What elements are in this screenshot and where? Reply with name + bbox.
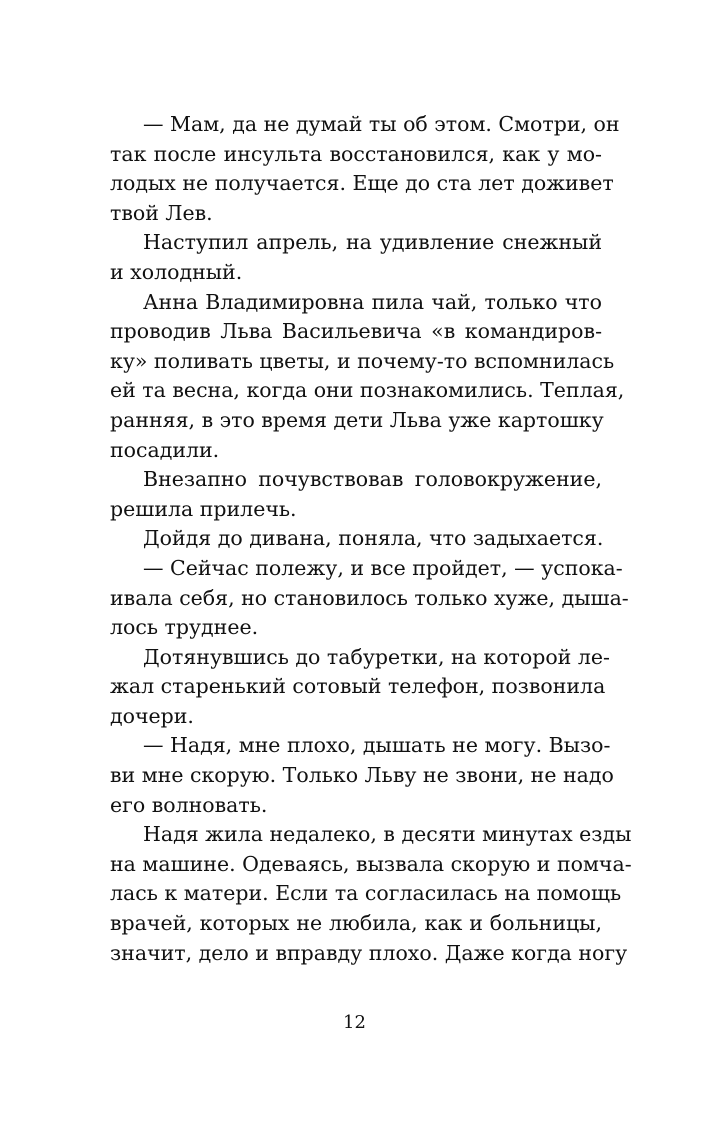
text-line: ку» поливать цветы, и почему-то вспомнилась	[110, 348, 615, 373]
text-line: Анна Владимировна пила чай, только что	[143, 289, 602, 314]
paragraph-2	[110, 228, 602, 287]
text-line: проводив Льва Васильевича «в командиров-	[110, 319, 602, 344]
text-line: твой Лев.	[110, 200, 213, 225]
text-line: дочери.	[110, 703, 194, 728]
text-line: и холодный.	[110, 259, 243, 284]
text-line: ей та весна, когда они познакомились. Теплая,	[110, 378, 625, 403]
text-line: Надя жила недалеко, в десяти минутах езды	[143, 822, 632, 847]
text-line: жал старенький сотовый телефон, позвонила	[110, 674, 606, 699]
paragraph-9	[110, 820, 632, 968]
text-line: — Мам, да не думай ты об этом. Смотри, он	[143, 112, 620, 136]
paragraph-3	[110, 288, 625, 466]
text-line: так после инсульта восстановился, как у мо-	[110, 141, 602, 166]
text-line: на машине. Одеваясь, вызвала скорую и помча-	[110, 851, 632, 876]
text-line: ивала себя, но становилось только хуже, дыша-	[110, 585, 629, 610]
text-line: Внезапно почувствовав головокружение,	[143, 467, 602, 492]
text-line: ранняя, в это время дети Льва уже картошку	[110, 407, 604, 432]
page-number: 12	[343, 1012, 366, 1033]
paragraph-6	[110, 554, 629, 643]
text-line: врачей, которых не любила, как и больницы,	[110, 911, 602, 936]
text-line: лась к матери. Если та согласилась на помощь	[110, 881, 622, 906]
text-line: — Надя, мне плохо, дышать не могу. Вызо-	[143, 733, 611, 758]
paragraph-1	[110, 110, 620, 228]
text-line: значит, дело и вправду плохо. Даже когда ногу	[110, 940, 628, 965]
paragraph-5	[110, 524, 602, 554]
text-line: лось труднее.	[110, 615, 259, 640]
text-line: ви мне скорую. Только Льву не звони, не надо	[110, 763, 614, 788]
paragraph-4	[110, 465, 602, 524]
text-line: Наступил апрель, на удивление снежный	[143, 230, 602, 255]
paragraph-8	[110, 731, 614, 820]
text-line: решила прилечь.	[110, 496, 297, 521]
text-line: Дойдя до дивана, поняла, что задыхается.	[143, 526, 604, 551]
text-line: Дотянувшись до табуретки, на которой ле-	[143, 644, 610, 669]
paragraph-7	[110, 643, 610, 732]
page-body-text	[110, 110, 632, 968]
text-line: лодых не получается. Еще до ста лет доживет	[110, 171, 614, 196]
text-line: — Сейчас полежу, и все пройдет, — успока-	[143, 555, 623, 580]
text-line: посадили.	[110, 437, 220, 462]
text-line: его волновать.	[110, 792, 268, 817]
